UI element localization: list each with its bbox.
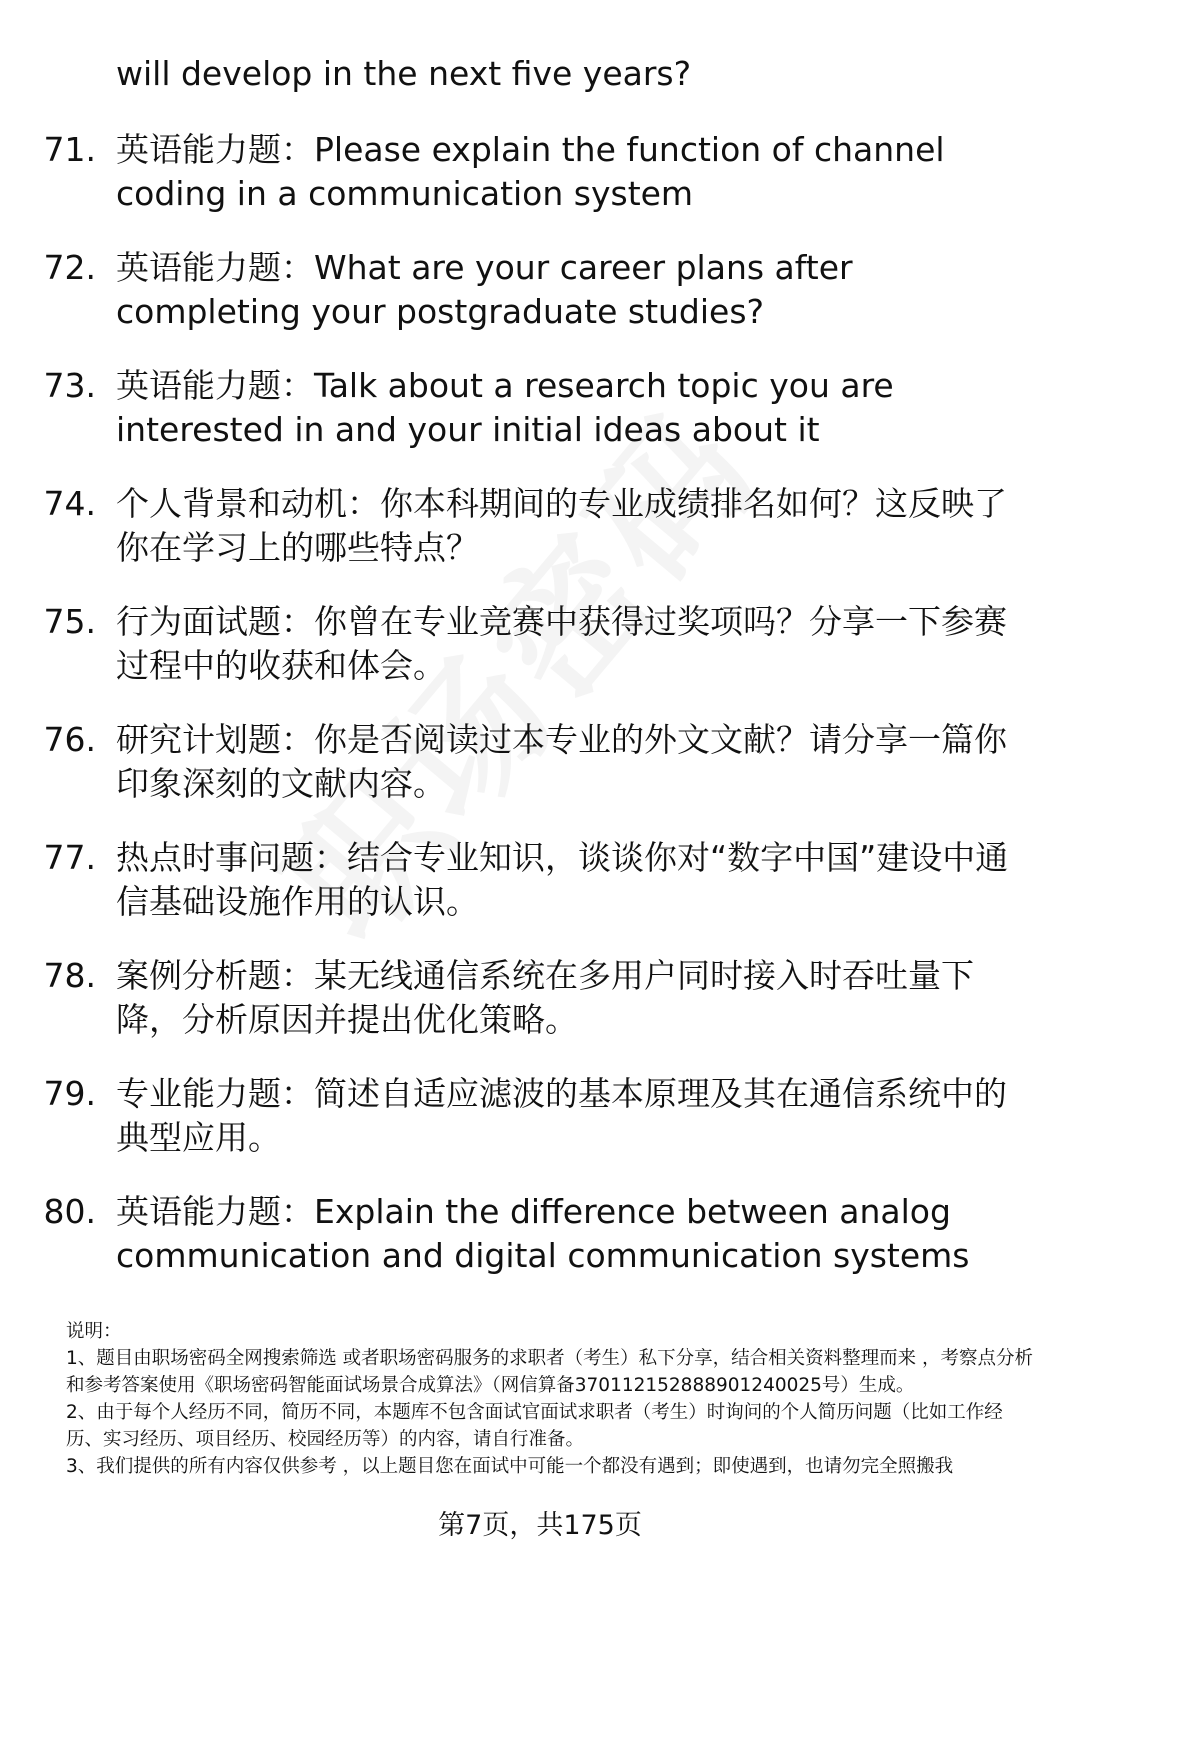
question-category: 英语能力题： (116, 130, 314, 169)
question-category: 研究计划题： (116, 720, 314, 759)
question-number: 80. (43, 1192, 96, 1231)
list-item (0, 954, 1080, 1042)
list-item (0, 600, 1080, 688)
list-item (0, 1072, 1080, 1160)
question-text: 结合专业知识，谈谈你对“数字中国”建设中通信基础设施作用的认识。 (116, 838, 1009, 921)
list-item (0, 128, 1080, 216)
question-text: What are your career plans after completing your postgraduate studies? (116, 248, 853, 331)
question-category: 英语能力题： (116, 248, 314, 287)
question-text: 你是否阅读过本专业的外文文献？请分享一篇你印象深刻的文献内容。 (116, 720, 1007, 803)
page-number: 第7页，共175页 (438, 1510, 642, 1541)
question-category: 英语能力题： (116, 1192, 314, 1231)
question-number: 72. (43, 248, 96, 287)
question-text: Please explain the function of channel coding in a communication system (116, 130, 945, 213)
question-number: 76. (43, 720, 96, 759)
question-number: 75. (43, 602, 96, 641)
question-text: 你曾在专业竞赛中获得过奖项吗？分享一下参赛过程中的收获和体会。 (116, 602, 1007, 685)
question-category: 热点时事问题： (116, 838, 347, 877)
list-item (0, 482, 1080, 570)
question-number: 73. (43, 366, 96, 405)
list-item (0, 364, 1080, 452)
question-text: 某无线通信系统在多用户同时接入时吞吐量下降，分析原因并提出优化策略。 (116, 956, 974, 1039)
notes-section (66, 1318, 1038, 1480)
question-category: 英语能力题： (116, 366, 314, 405)
question-text: Talk about a research topic you are interested in and your initial ideas about it (116, 366, 894, 449)
continued-question-text: will develop in the next five years? (116, 54, 692, 93)
question-category: 专业能力题： (116, 1074, 314, 1113)
question-text: 你本科期间的专业成绩排名如何？这反映了你在学习上的哪些特点？ (116, 484, 1007, 567)
note-item: 2、由于每个人经历不同，简历不同，本题库不包含面试官面试求职者（考生）时询问的个人简历问题（比如工作经历、实习经历、项目经历、校园经历等）的内容，请自行准备。 (66, 1402, 1003, 1450)
notes-heading: 说明： (66, 1321, 122, 1342)
list-item (0, 718, 1080, 806)
question-category: 行为面试题： (116, 602, 314, 641)
list-item (0, 836, 1080, 924)
list-item (0, 1190, 1080, 1278)
question-number: 79. (43, 1074, 96, 1113)
question-text: 简述自适应滤波的基本原理及其在通信系统中的典型应用。 (116, 1074, 1007, 1157)
question-list (0, 128, 1080, 1308)
question-text: Explain the difference between analog communication and digital communication systems (116, 1192, 970, 1275)
question-number: 71. (43, 130, 96, 169)
question-category: 案例分析题： (116, 956, 314, 995)
note-item: 3、我们提供的所有内容仅供参考 ，以上题目您在面试中可能一个都没有遇到；即使遇到，也请勿完全照搬我 (66, 1456, 954, 1477)
question-number: 77. (43, 838, 96, 877)
question-number: 78. (43, 956, 96, 995)
question-number: 74. (43, 484, 96, 523)
question-category: 个人背景和动机： (116, 484, 380, 523)
list-item (0, 246, 1080, 334)
note-item: 1、题目由职场密码全网搜索筛选 或者职场密码服务的求职者（考生）私下分享，结合相关资料整理而来 ，考察点分析和参考答案使用《职场密码智能面试场景合成算法》（网信算备370112152888901240025号）生成。 (66, 1348, 1034, 1396)
